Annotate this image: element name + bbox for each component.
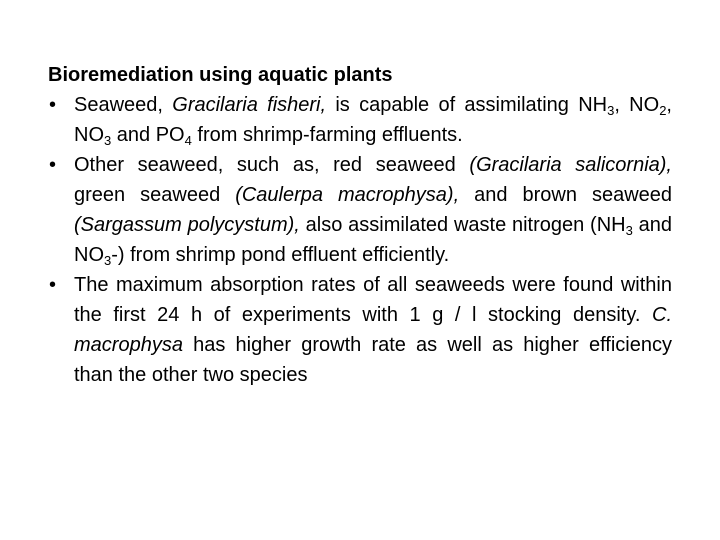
subscript: 3 xyxy=(625,223,633,238)
bullet-icon: • xyxy=(49,154,57,176)
bullet-text: Seaweed, xyxy=(74,94,173,116)
bullet-text: and PO xyxy=(111,124,185,146)
bullet-text: also assimilated waste nitrogen (NH xyxy=(299,214,626,236)
subscript: 3 xyxy=(104,133,112,148)
subscript: 3 xyxy=(607,103,615,118)
bullet-icon: • xyxy=(49,274,57,296)
bullet-text: and brown seaweed xyxy=(459,184,673,206)
slide-content xyxy=(48,60,672,390)
bullet-text: and NO xyxy=(74,214,672,266)
species-name: (Gracilaria salicornia), xyxy=(469,154,672,176)
species-name: C. macrophysa xyxy=(74,304,672,356)
subscript: 3 xyxy=(104,253,112,268)
species-name: Gracilaria fisheri, xyxy=(172,94,327,116)
bullet-text: -) from shrimp pond effluent efficiently. xyxy=(111,244,450,266)
bullet-icon: • xyxy=(49,94,57,116)
bullet-item-absorption-rates xyxy=(48,270,672,390)
bullet-item-gracilaria-fisheri xyxy=(48,90,672,150)
bullet-text: , NO xyxy=(614,94,660,116)
species-name: (Caulerpa macrophysa), xyxy=(235,184,460,206)
bullet-text: green seaweed xyxy=(74,184,236,206)
slide-heading: Bioremediation using aquatic plants xyxy=(48,64,393,86)
bullet-list xyxy=(48,90,672,390)
bullet-text: is capable of assimilating NH xyxy=(326,94,608,116)
bullet-item-other-seaweeds xyxy=(48,150,672,270)
bullet-text: from shrimp-farming effluents. xyxy=(191,124,463,146)
bullet-text: The maximum absorption rates of all seaweeds were found within the first 24 h of experiments with 1 g / l stocking density. xyxy=(74,274,672,326)
bullet-text: Other seaweed, such as, red seaweed xyxy=(74,154,470,176)
subscript: 4 xyxy=(184,133,192,148)
subscript: 2 xyxy=(659,103,667,118)
species-name: (Sargassum polycystum), xyxy=(74,214,300,236)
bullet-text: , NO xyxy=(74,94,672,146)
bullet-text: has higher growth rate as well as higher efficiency than the other two species xyxy=(74,334,672,386)
